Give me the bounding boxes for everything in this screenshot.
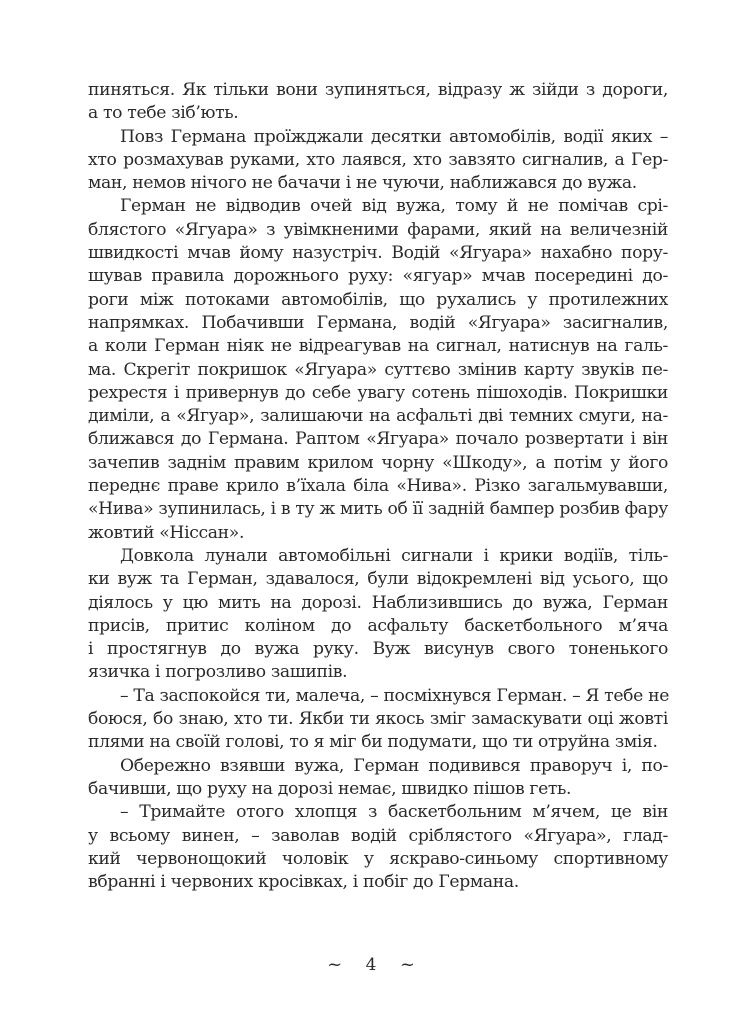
- text-line: ма. Скрегіт покришок «Ягуара» суттєво змінив карту звуків пе-: [88, 359, 668, 380]
- text-line: Обережно взявши вужа, Герман подивився праворуч і, по-: [120, 755, 668, 776]
- text-line: блястого «Ягуара» з увімкненими фарами, який на величезній: [88, 219, 668, 240]
- body-text: [88, 79, 668, 894]
- text-line: а то тебе зіб’ють.: [88, 103, 239, 124]
- text-line: а коли Герман ніяк не відреагував на сигнал, натиснув на галь-: [88, 336, 668, 357]
- right-ornament: ~: [399, 954, 415, 975]
- text-line: «Нива» зупинилась, і в ту ж мить об її задній бампер розбив фару: [88, 499, 668, 520]
- text-line: – Тримайте отого хлопця з баскетбольним м’ячем, це він: [120, 802, 668, 823]
- text-line: вбранні і червоних кросівках, і побіг до Германа.: [88, 872, 519, 893]
- text-line: Герман не відводив очей від вужа, тому й не помічав срі-: [120, 196, 668, 217]
- text-line: у всьому винен, – заволав водій сріблястого «Ягуара», глад-: [88, 825, 668, 846]
- text-line: хто розмахував руками, хто лаявся, хто завзято сигналив, а Гер-: [88, 149, 668, 170]
- text-line: швидкості мчав йому назустріч. Водій «Ягуара» нахабно пору-: [88, 243, 668, 264]
- text-line: кий червонощокий чоловік у яскраво-синьому спортивному: [88, 848, 668, 869]
- text-line: зачепив заднім правим крилом чорну «Шкоду», а потім у його: [88, 452, 668, 473]
- page-number: 4: [365, 955, 377, 975]
- text-line: і простягнув до вужа руку. Вуж висунув свого тоненького: [88, 639, 668, 660]
- text-line: ки вуж та Герман, здавалося, були відокремлені від усього, що: [88, 569, 668, 590]
- text-line: рехрестя і привернув до себе увагу сотень пішоходів. Покришки: [88, 382, 668, 403]
- text-line: Повз Германа проїжджали десятки автомобілів, водії яких –: [120, 126, 668, 147]
- text-line: діялось у цю мить на дорозі. Наблизившись до вужа, Герман: [88, 592, 668, 613]
- text-line: роги між потоками автомобілів, що рухались у протилежних: [88, 289, 668, 310]
- text-line: ман, немов нічого не бачачи і не чуючи, наближався до вужа.: [88, 173, 637, 194]
- text-line: – Та заспокойся ти, малеча, – посміхнувся Герман. – Я тебе не: [120, 685, 670, 706]
- text-line: Довкола лунали автомобільні сигнали і крики водіїв, тіль-: [120, 545, 668, 566]
- text-line: бачивши, що руху на дорозі немає, швидко пішов геть.: [88, 778, 572, 799]
- text-line: боюся, бо знаю, хто ти. Якби ти якось зміг замаскувати оці жовті: [88, 709, 668, 730]
- left-ornament: ~: [327, 954, 343, 975]
- page-footer: [0, 952, 742, 978]
- text-line: жовтий «Ніссан».: [88, 522, 245, 543]
- text-line: пиняться. Як тільки вони зупиняться, відразу ж зійди з дороги,: [88, 80, 668, 100]
- text-line: плями на своїй голові, то я міг би подумати, що ти отруйна змія.: [88, 732, 658, 753]
- text-line: ближався до Германа. Раптом «Ягуара» почало розвертати і він: [88, 429, 668, 450]
- text-line: переднє праве крило в’їхала біла «Нива». Різко загальмувавши,: [88, 476, 668, 497]
- text-line: диміли, а «Ягуар», залишаючи на асфальті дві темних смуги, на-: [88, 406, 668, 427]
- text-line: присів, притис коліном до асфальту баскетбольного м’яча: [88, 615, 668, 636]
- text-line: язичка і погрозливо зашипів.: [88, 662, 348, 683]
- text-line: напрямках. Побачивши Германа, водій «Ягуара» засигналив,: [88, 312, 668, 333]
- text-line: шував правила дорожнього руху: «ягуар» мчав посередині до-: [88, 266, 668, 287]
